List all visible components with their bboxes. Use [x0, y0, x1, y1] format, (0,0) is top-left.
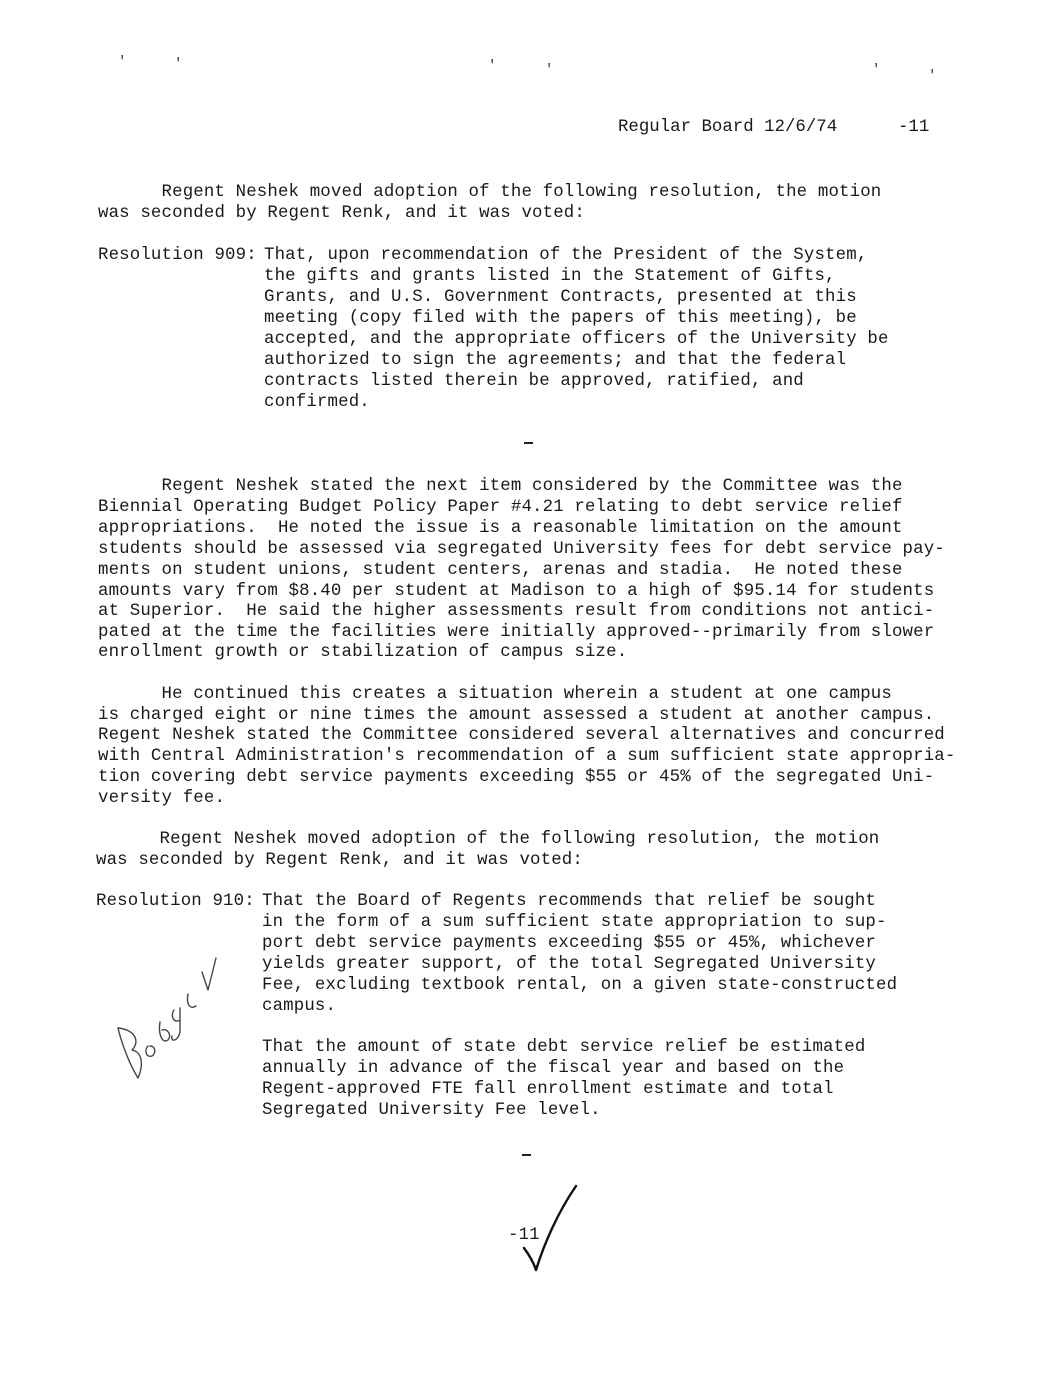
footer-page-number: -11	[508, 1226, 540, 1245]
text-line: annually in advance of the fiscal year and based on the	[262, 1059, 845, 1078]
resolution-label: Resolution 910:	[96, 892, 255, 911]
text-line: Regent Neshek stated the next item considered by the Committee was the	[98, 477, 903, 496]
text-line: Regent Neshek moved adoption of the following resolution, the motion	[98, 183, 882, 202]
text-line: the gifts and grants listed in the Statement of Gifts,	[264, 267, 836, 286]
header-title: Regular Board 12/6/74	[618, 118, 838, 137]
text-line: authorized to sign the agreements; and that the federal	[264, 351, 847, 370]
text-line: Segregated University Fee level.	[262, 1101, 601, 1120]
text-line: campus.	[262, 997, 337, 1016]
text-line: was seconded by Regent Renk, and it was voted:	[96, 851, 583, 870]
text-line: is charged eight or nine times the amount assessed a student at another campus.	[98, 706, 935, 725]
text-line: tion covering debt service payments exceeding $55 or 45% of the segregated Uni-	[98, 768, 935, 787]
scan-mark: '	[928, 68, 937, 84]
text-line: in the form of a sum sufficient state appropriation to sup-	[262, 913, 887, 932]
text-line: That the amount of state debt service relief be estimated	[262, 1038, 866, 1057]
text-line: yields greater support, of the total Segregated University	[262, 955, 876, 974]
text-line: Regent Neshek stated the Committee considered several alternatives and concurred	[98, 726, 945, 745]
text-line: appropriations. He noted the issue is a reasonable limitation on the amount	[98, 519, 903, 538]
text-line: port debt service payments exceeding $55 or 45%, whichever	[262, 934, 876, 953]
scan-mark: '	[488, 58, 497, 74]
text-line: accepted, and the appropriate officers of the University be	[264, 330, 889, 349]
scan-mark: '	[872, 62, 881, 78]
checkmark-icon	[518, 1180, 588, 1280]
text-line: enrollment growth or stabilization of campus size.	[98, 643, 628, 662]
scan-mark: '	[174, 56, 183, 72]
resolution-label: Resolution 909:	[98, 246, 257, 265]
separator-dash	[524, 442, 533, 444]
text-line: confirmed.	[264, 393, 370, 412]
text-line: Regent Neshek moved adoption of the following resolution, the motion	[96, 830, 880, 849]
text-line: Biennial Operating Budget Policy Paper #4.21 relating to debt service relief	[98, 498, 903, 517]
text-line: students should be assessed via segregated University fees for debt service pay-	[98, 540, 945, 559]
scan-mark: '	[545, 62, 554, 78]
text-line: That the Board of Regents recommends that relief be sought	[262, 892, 876, 911]
handwritten-margin-note	[96, 950, 236, 1090]
text-line: was seconded by Regent Renk, and it was voted:	[98, 204, 585, 223]
header-page-ref: -11	[898, 118, 930, 137]
scan-mark: '	[118, 54, 127, 70]
text-line: Regent-approved FTE fall enrollment estimate and total	[262, 1080, 834, 1099]
text-line: He continued this creates a situation wherein a student at one campus	[98, 685, 892, 704]
text-line: That, upon recommendation of the President of the System,	[264, 246, 868, 265]
text-line: meeting (copy filed with the papers of this meeting), be	[264, 309, 857, 328]
text-line: with Central Administration's recommendation of a sum sufficient state appropria-	[98, 747, 956, 766]
text-line: Fee, excluding textbook rental, on a given state-constructed	[262, 976, 898, 995]
text-line: ments on student unions, student centers, arenas and stadia. He noted these	[98, 561, 903, 580]
separator-dash	[522, 1154, 531, 1156]
text-line: versity fee.	[98, 789, 226, 808]
text-line: amounts vary from $8.40 per student at Madison to a high of $95.14 for students	[98, 582, 935, 601]
text-line: at Superior. He said the higher assessments result from conditions not antici-	[98, 602, 935, 621]
text-line: Grants, and U.S. Government Contracts, presented at this	[264, 288, 857, 307]
text-line: contracts listed therein be approved, ratified, and	[264, 372, 804, 391]
text-line: pated at the time the facilities were initially approved--primarily from slower	[98, 623, 935, 642]
